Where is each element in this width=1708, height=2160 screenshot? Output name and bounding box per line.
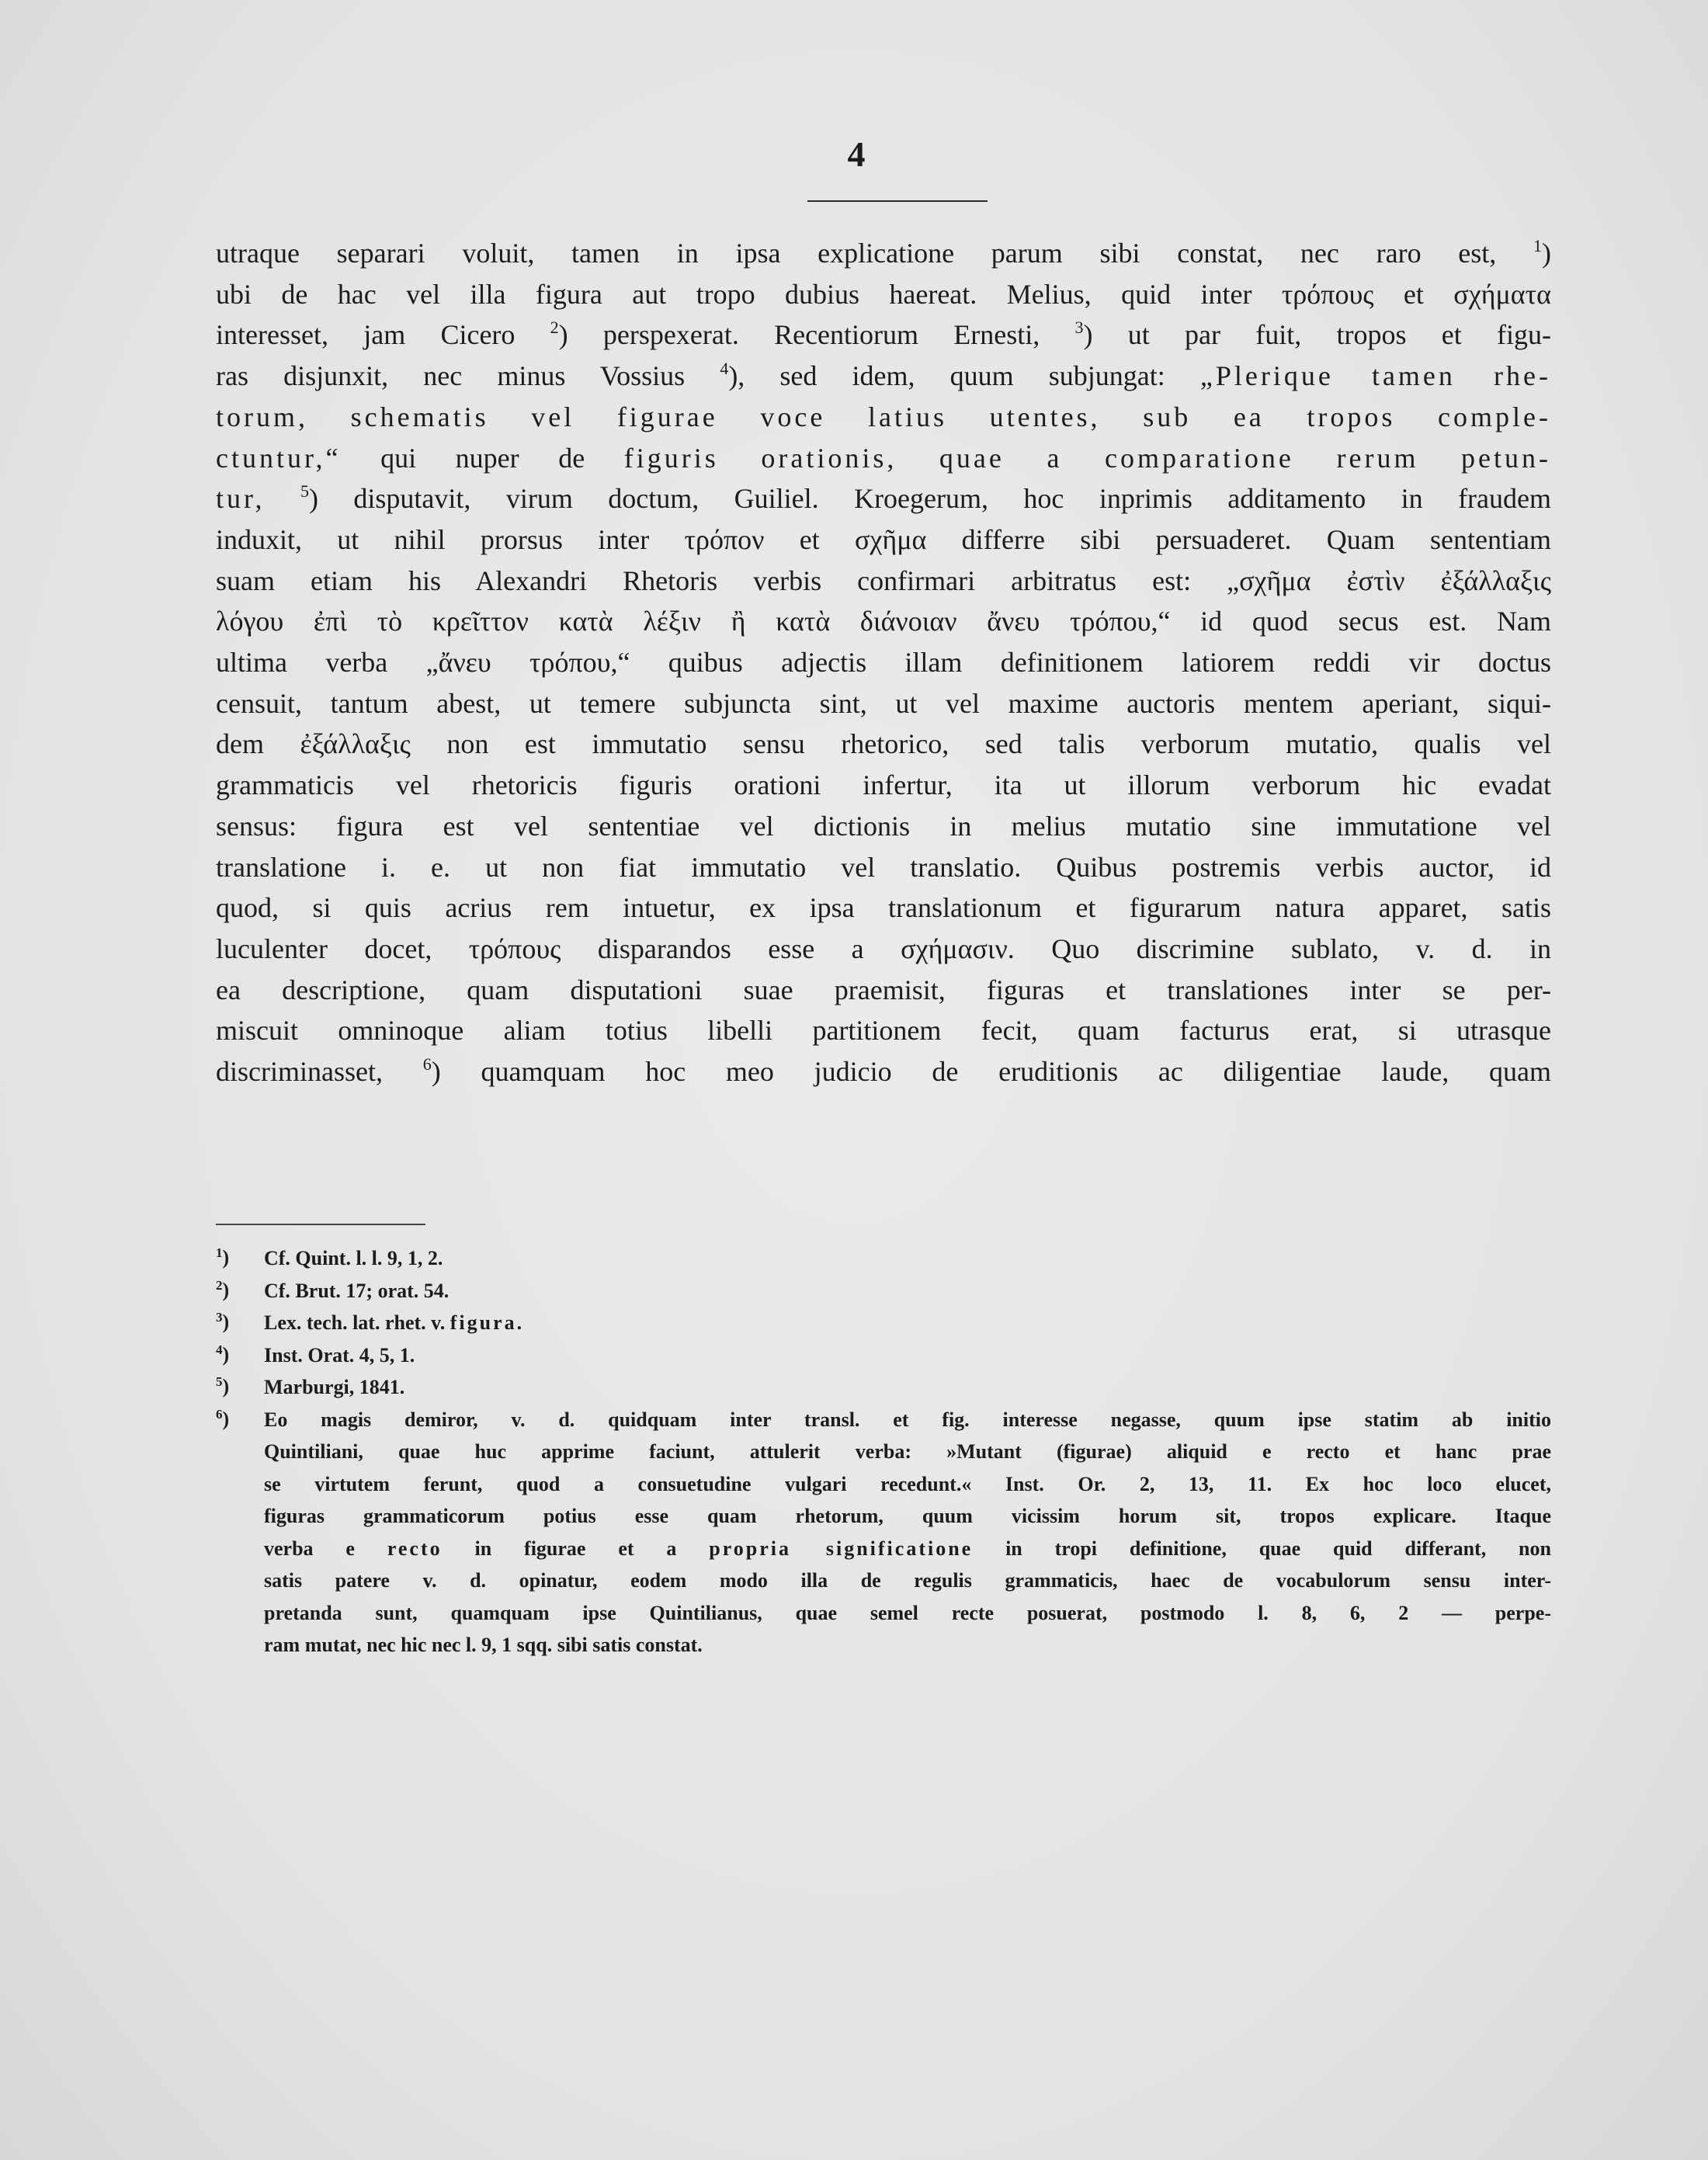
- footnote-number: 2: [216, 1277, 223, 1293]
- footnote-line: [264, 1500, 1551, 1533]
- footnote-line: [264, 1242, 1551, 1275]
- footnote-reference: 4: [720, 359, 729, 379]
- footnote-marker: $^1$): [216, 1245, 230, 1269]
- spaced-emphasis-text: propria significatione: [709, 1537, 974, 1560]
- footnote-marker: $^2$): [216, 1277, 230, 1301]
- text-run: ) ut par fuit, tropos et figu-: [1083, 319, 1551, 351]
- text-run: se virtutem ferunt, quod a consuetudine vulgari recedunt.« Inst. Or. 2, 13, 11. Ex hoc loco elucet,: [264, 1472, 1551, 1495]
- footnote-text: [264, 1371, 1551, 1404]
- text-run: satis patere v. d. opinatur, eodem modo illa de regulis grammaticis, haec de vocabulorum sensu inter-: [264, 1569, 1551, 1592]
- text-run: Cf. Brut. 17; orat. 54.: [264, 1279, 450, 1302]
- text-line: [216, 397, 1551, 438]
- footnote-number: 3: [216, 1310, 223, 1325]
- text-run: pretanda sunt, quamquam ipse Quintilianus, quae semel recte posuerat, postmodo l. 8, 6, 2 — perpe-: [264, 1601, 1551, 1624]
- footnote-text: [264, 1404, 1551, 1662]
- spaced-emphasis-text: „Plerique tamen rhe-: [1199, 360, 1551, 392]
- text-run: Cf. Quint. l. l. 9, 1, 2.: [264, 1247, 443, 1269]
- footnotes: [216, 1242, 1551, 1662]
- page-number-rule: [807, 200, 988, 202]
- text-run: Marburgi, 1841.: [264, 1376, 405, 1398]
- footnote: [216, 1275, 1551, 1307]
- text-run: ultima verba „ἄνευ τρόπου,“ quibus adjectis illam definitionem latiorem reddi vir doctus: [216, 647, 1551, 679]
- text-run: suam etiam his Alexandri Rhetoris verbis confirmari arbitratus est: „σχῆμα ἐστὶν ἐξάλλαξις: [216, 564, 1551, 596]
- text-line: [216, 274, 1551, 315]
- spaced-emphasis-text: figura.: [450, 1311, 525, 1334]
- footnote-number: 1: [216, 1245, 223, 1260]
- footnote: [216, 1339, 1551, 1372]
- footnote-marker: $^3$): [216, 1310, 230, 1333]
- text-line: [216, 1010, 1551, 1051]
- footnote-line: [264, 1564, 1551, 1597]
- text-run: quod, si quis acrius rem intuetur, ex ipsa translationum et figurarum natura apparet, satis: [216, 892, 1551, 924]
- text-line: [216, 847, 1551, 888]
- text-line: [216, 724, 1551, 765]
- footnote-line: [264, 1629, 1551, 1662]
- spaced-emphasis-text: ctuntur,“: [216, 442, 342, 474]
- footnote-line: [264, 1339, 1551, 1372]
- text-run: ram mutat, nec hic nec l. 9, 1 sqq. sibi satis constat.: [264, 1634, 703, 1656]
- spaced-emphasis-text: tur,: [216, 483, 266, 515]
- footnote-line: [264, 1275, 1551, 1307]
- text-run: translatione i. e. ut non fiat immutatio vel translatio. Quibus postremis verbis auctor, id: [216, 851, 1551, 883]
- text-run: ) disputavit, virum doctum, Guiliel. Kroegerum, hoc inprimis additamento in fraudem: [309, 483, 1552, 515]
- text-run: Lex. tech. lat. rhet. v.: [264, 1311, 450, 1334]
- text-run: grammaticis vel rhetoricis figuris orationi infertur, ita ut illorum verborum hic evadat: [216, 769, 1551, 801]
- body-text: [216, 233, 1551, 1092]
- footnote-marker: $^4$): [216, 1342, 230, 1366]
- footnote-line: [264, 1468, 1551, 1501]
- footnote-line: [264, 1371, 1551, 1404]
- text-run: Eo magis demiror, v. d. quidquam inter transl. et fig. interesse negasse, quum ipse statim ab initio: [264, 1408, 1551, 1431]
- footnote-line: [264, 1307, 1551, 1339]
- text-run: ), sed idem, quum subjungat:: [728, 360, 1200, 392]
- text-run: discriminasset,: [216, 1056, 423, 1088]
- text-run: Inst. Orat. 4, 5, 1.: [264, 1343, 415, 1366]
- footnote-line: [264, 1597, 1551, 1630]
- footnote-reference: 1: [1533, 236, 1542, 255]
- footnote-marker: $^6$): [216, 1406, 230, 1430]
- spaced-emphasis-text: torum, schematis vel figurae voce latius utentes, sub ea tropos comple-: [216, 401, 1551, 432]
- text-run: in figurae et a: [442, 1537, 710, 1560]
- text-run: luculenter docet, τρόπους disparandos esse a σχήμασιν. Quo discrimine sublato, v. d. in: [216, 932, 1551, 964]
- text-run: [266, 483, 300, 514]
- text-line: [216, 438, 1551, 479]
- footnote-number: 4: [216, 1342, 223, 1357]
- text-line: [216, 519, 1551, 561]
- text-line: [216, 478, 1551, 519]
- text-run: ): [1542, 238, 1551, 269]
- page-number: 4: [847, 134, 866, 174]
- text-line: [216, 314, 1551, 356]
- text-run: ) perspexerat. Recentiorum Ernesti,: [558, 319, 1075, 351]
- footnote-line: [264, 1436, 1551, 1468]
- text-line: [216, 887, 1551, 929]
- text-run: sensus: figura est vel sententiae vel dictionis in melius mutatio sine immutatione vel: [216, 810, 1551, 842]
- text-run: verba e: [264, 1537, 387, 1560]
- footnote-marker: $^5$): [216, 1374, 230, 1398]
- text-run: interesset, jam Cicero: [216, 319, 550, 351]
- footnote-divider: [216, 1224, 425, 1225]
- text-line: [216, 929, 1551, 970]
- text-run: ea descriptione, quam disputationi suae praemisit, figuras et translationes inter se per-: [216, 974, 1551, 1005]
- footnote-number: 5: [216, 1374, 223, 1389]
- footnote-text: [264, 1339, 1551, 1372]
- text-line: [216, 765, 1551, 806]
- footnote-line: [264, 1404, 1551, 1436]
- text-run: miscuit omninoque aliam totius libelli partitionem fecit, quam facturus erat, si utrasque: [216, 1015, 1551, 1047]
- text-run: qui nuper de: [341, 442, 624, 474]
- footnote: [216, 1307, 1551, 1339]
- footnote-reference: 3: [1074, 318, 1084, 338]
- text-run: λόγου ἐπὶ τὸ κρεῖττον κατὰ λέξιν ἢ κατὰ διάνοιαν ἄνευ τρόπου,“ id quod secus est. Nam: [216, 606, 1551, 637]
- text-run: ) quamquam hoc meo judicio de eruditionis ac diligentiae laude, quam: [431, 1056, 1552, 1088]
- footnote-reference: 6: [422, 1054, 432, 1075]
- spaced-emphasis-text: figuris orationis, quae a comparatione rerum petun-: [623, 442, 1551, 474]
- footnote: [216, 1242, 1551, 1275]
- spaced-emphasis-text: recto: [387, 1537, 443, 1560]
- footnote-number: 6: [216, 1406, 223, 1422]
- text-run: in tropi definitione, quae quid differant, non: [973, 1537, 1551, 1560]
- text-run: ubi de hac vel illa figura aut tropo dubius haereat. Melius, quid inter τρόπους et σχήματα: [216, 278, 1551, 310]
- text-run: ras disjunxit, nec minus Vossius: [216, 360, 720, 392]
- footnote: [216, 1371, 1551, 1404]
- text-line: [216, 970, 1551, 1011]
- text-line: [216, 806, 1551, 847]
- text-line: [216, 1051, 1551, 1092]
- footnote-reference: 5: [300, 481, 309, 502]
- text-run: induxit, ut nihil prorsus inter τρόπον et σχῆμα differre sibi persuaderet. Quam sententiam: [216, 523, 1551, 555]
- footnote-reference: 2: [550, 318, 559, 338]
- text-run: dem ἐξάλλαξις non est immutatio sensu rhetorico, sed talis verborum mutatio, qualis vel: [216, 728, 1551, 760]
- text-run: censuit, tantum abest, ut temere subjuncta sint, ut vel maxime auctoris mentem aperiant, siqui-: [216, 687, 1551, 719]
- text-run: utraque separari voluit, tamen in ipsa explicatione parum sibi constat, nec raro est,: [216, 238, 1533, 269]
- footnote-text: [264, 1307, 1551, 1339]
- footnote: [216, 1404, 1551, 1662]
- text-line: [216, 356, 1551, 397]
- text-run: Quintiliani, quae huc apprime faciunt, attulerit verba: »Mutant (figurae) aliquid e recto et hanc prae: [264, 1440, 1551, 1463]
- footnote-line: [264, 1533, 1551, 1565]
- text-line: [216, 683, 1551, 724]
- text-line: [216, 233, 1551, 274]
- text-line: [216, 561, 1551, 602]
- footnote-text: [264, 1242, 1551, 1275]
- text-run: figuras grammaticorum potius esse quam rhetorum, quum vicissim horum sit, tropos explicare. Itaque: [264, 1505, 1551, 1527]
- footnote-text: [264, 1275, 1551, 1307]
- text-line: [216, 601, 1551, 642]
- text-line: [216, 642, 1551, 683]
